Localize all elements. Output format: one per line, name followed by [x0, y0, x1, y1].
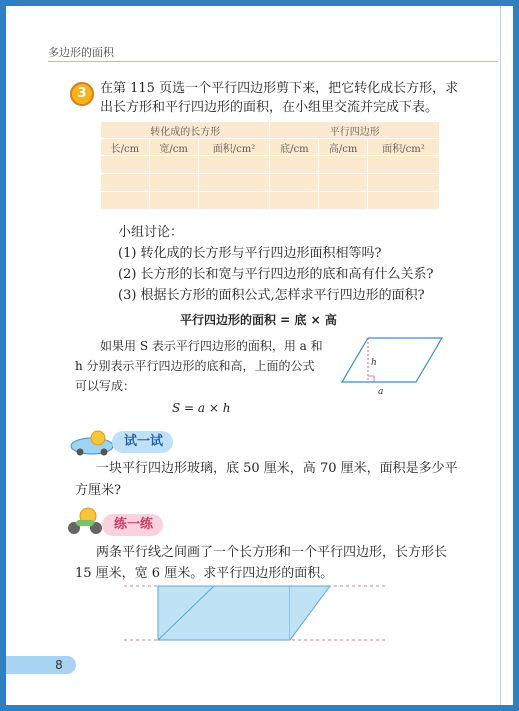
table-column-header: 面积/cm²: [198, 139, 270, 156]
table-cell[interactable]: [198, 174, 270, 192]
page-frame-top: [0, 0, 519, 6]
discussion-title: 小组讨论：: [118, 225, 184, 240]
parallel-lines-figure: [124, 584, 386, 644]
table-cell[interactable]: [149, 192, 198, 210]
parallelogram-shape: [342, 338, 442, 382]
height-label: h: [371, 358, 377, 368]
table-cell[interactable]: [270, 156, 319, 174]
discussion-question-3: (3) 根据长方形的面积公式,怎样求平行四边形的面积?: [118, 288, 425, 303]
base-label: a: [378, 387, 384, 397]
table-cell[interactable]: [149, 156, 198, 174]
practice-text-line1: 两条平行线之间画了一个长方形和一个平行四边形，长方形长: [96, 545, 448, 560]
problem-number-badge: 3: [70, 82, 94, 106]
table-row: [101, 192, 440, 210]
page-frame-bottom: [0, 705, 519, 711]
explanation-line2: h 分别表示平行四边形的底和高，上面的公式: [75, 359, 315, 373]
discussion-question-2: (2) 长方形的长和宽与平行四边形的底和高有什么关系?: [118, 267, 434, 282]
table-cell[interactable]: [319, 192, 368, 210]
chapter-header: 多边形的面积: [48, 46, 114, 59]
try-it-badge: 试一试: [112, 431, 173, 453]
table-column-header: 宽/cm: [149, 139, 198, 156]
header-rule: [48, 61, 498, 62]
table-cell[interactable]: [270, 174, 319, 192]
try-text-line2: 方厘米?: [75, 483, 121, 498]
problem-text-line1: 在第 115 页选一个平行四边形剪下来，把它转化成长方形，求: [100, 81, 459, 96]
table-cell[interactable]: [149, 174, 198, 192]
explanation-line3: 可以写成：: [75, 379, 136, 393]
table-group-header: 转化成的长方形: [101, 122, 270, 139]
table-cell[interactable]: [101, 174, 150, 192]
table-cell[interactable]: [198, 156, 270, 174]
table-row: [101, 174, 440, 192]
table-cell[interactable]: [367, 192, 439, 210]
table-column-header: 高/cm: [319, 139, 368, 156]
page-number: 8: [6, 656, 76, 674]
discussion-question-1: (1) 转化成的长方形与平行四边形面积相等吗?: [118, 246, 382, 261]
table-cell[interactable]: [319, 174, 368, 192]
problem-text-line2: 出长方形和平行四边形的面积，在小组里交流并完成下表。: [100, 100, 439, 115]
results-table: [100, 121, 440, 210]
try-text-line1: 一块平行四边形玻璃，底 50 厘米，高 70 厘米，面积是多少平: [96, 461, 458, 476]
page-frame-left: [0, 0, 6, 711]
table-cell[interactable]: [270, 192, 319, 210]
motorbike-mascot-icon: [66, 506, 106, 536]
car-mascot-icon: [70, 430, 118, 456]
rectangle-shape: [158, 586, 290, 640]
table-cell[interactable]: [101, 192, 150, 210]
page-margin-line: [500, 6, 501, 705]
table-cell[interactable]: [367, 156, 439, 174]
parallelogram-figure: [342, 336, 452, 396]
practice-badge: 练一练: [102, 514, 163, 536]
practice-text-line2: 15 厘米，宽 6 厘米。求平行四边形的面积。: [75, 566, 334, 581]
page-frame-right: [513, 0, 519, 711]
table-column-header: 长/cm: [101, 139, 150, 156]
explanation-line1: 如果用 S 表示平行四边形的面积，用 a 和: [100, 339, 323, 353]
table-cell[interactable]: [319, 156, 368, 174]
table-cell[interactable]: [101, 156, 150, 174]
table-group-header: 平行四边形: [270, 122, 440, 139]
area-formula-text: 平行四边形的面积 = 底 × 高: [180, 313, 337, 327]
table-cell[interactable]: [367, 174, 439, 192]
table-cell[interactable]: [198, 192, 270, 210]
table-row: [101, 156, 440, 174]
symbolic-formula: S = a × h: [172, 401, 231, 415]
table-column-header: 面积/cm²: [367, 139, 439, 156]
table-column-header: 底/cm: [270, 139, 319, 156]
